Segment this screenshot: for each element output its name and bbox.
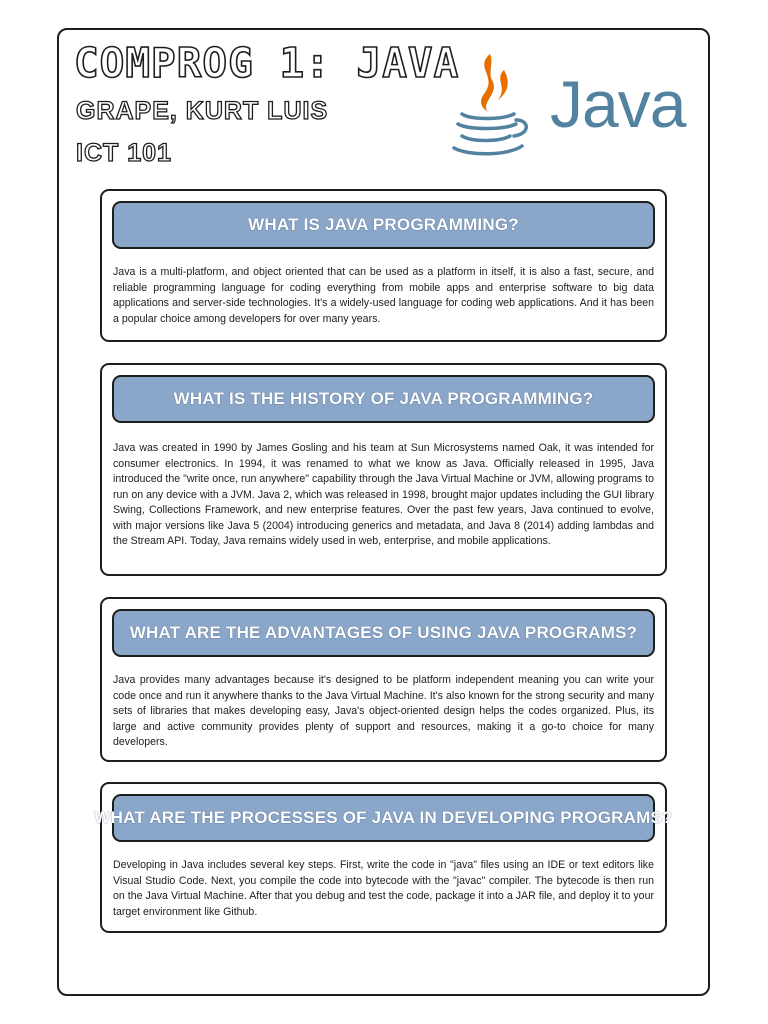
section-processes [94, 782, 673, 933]
section-history [100, 363, 667, 576]
section-body: Developing in Java includes several key steps. First, write the code in "java" files using an IDE or text editors like Visual Studio Code. Next, you compile the code into bytecode with the "javac" compiler. The bytecode is then run on the Java Virtual Machine. After that you debug and test the code, package it into a JAR file, and deploy it to your target environment like Github. [113, 859, 654, 918]
section-header [112, 375, 655, 423]
course-code: ICT 101 [76, 139, 172, 167]
section-header [112, 201, 655, 249]
section-heading: WHAT IS JAVA PROGRAMMING? [248, 215, 519, 234]
section-body: Java was created in 1990 by James Gosling and his team at Sun Microsystems named Oak, it was intended for consumer electronics. In 1994, it was renamed to what we know as Java. Officially released in 1995, Java introduced the "write once, run anywhere" capability through the Java Virtual Machine or JVM, allowing programs to run on any device with a JVM. Java 2, which was released in 1998, brought major updates including the GUI library Swing, Collections Framework, and new enterprise features. Over the past few years, Java continued to evolve, with major versions like Java 5 (2004) introducing generics and metadata, and Java 8 (2014) adding lambdas and the Stream API. Today, Java remains widely used in web, enterprise, and mobile applications. [113, 442, 654, 547]
document-title: COMPROG 1: JAVA [74, 39, 460, 87]
section-body: Java provides many advantages because it's designed to be platform independent meaning you can write your code once and run it anywhere thanks to the Java Virtual Machine. It's also known for the strong security and many sets of libraries that makes developing easy, Java's object-oriented design helps the codes organized. Plus, its large and active community provides plenty of support and resources, making it a go-to choice for many developers. [113, 674, 654, 748]
section-header [112, 609, 655, 657]
section-header [94, 794, 673, 842]
section-heading: WHAT ARE THE ADVANTAGES OF USING JAVA PROGRAMS? [129, 623, 638, 642]
java-wordmark: Java [550, 67, 686, 141]
section-what-is-java [100, 189, 667, 342]
section-body: Java is a multi-platform, and object oriented that can be used as a platform in itself, it is also a fast, secure, and reliable programming language for coding everything from mobile apps and enterprise software to big data applications and server-side technologies. It's a widely-used language for coding web applications. And it has been a popular choice among developers for over many years. [113, 266, 654, 325]
section-heading: WHAT ARE THE PROCESSES OF JAVA IN DEVELOPING PROGRAMS? [94, 808, 673, 827]
section-heading: WHAT IS THE HISTORY OF JAVA PROGRAMMING? [173, 389, 594, 408]
java-logo [440, 50, 686, 170]
java-coffee-cup-icon [446, 50, 530, 162]
author-name: GRAPE, KURT LUIS [76, 97, 329, 125]
section-advantages [100, 597, 667, 762]
